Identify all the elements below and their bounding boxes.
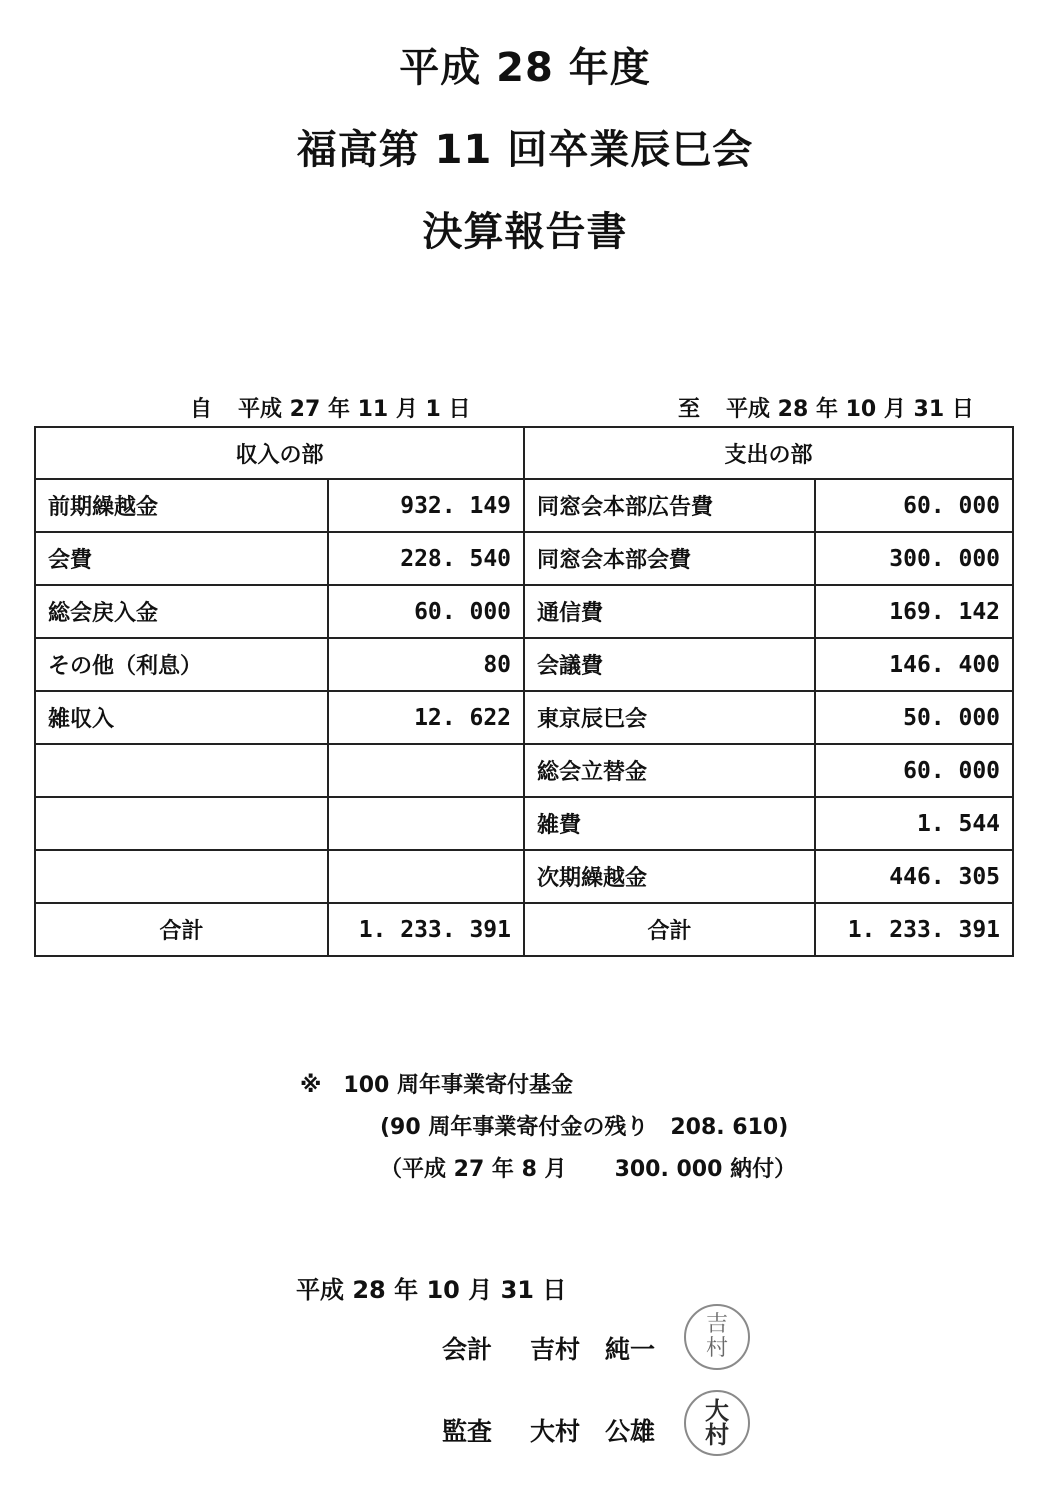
income-item: 雑収入 bbox=[35, 691, 328, 744]
income-amount: 12. 622 bbox=[328, 691, 524, 744]
payment-value: 300. 000 納付） bbox=[614, 1157, 797, 1182]
period-to bbox=[678, 392, 974, 423]
accountant-role: 会計 bbox=[442, 1335, 493, 1364]
settlement-table-body bbox=[35, 427, 1013, 956]
fund-note bbox=[300, 1068, 573, 1099]
settlement-table bbox=[34, 426, 1014, 957]
organization-title: 福高第 11 回卒業辰巳会 bbox=[296, 127, 754, 173]
reference-mark: ※ bbox=[300, 1073, 322, 1098]
accountant-signature bbox=[442, 1330, 681, 1366]
period-from-date: 平成 27 年 11 月 1 日 bbox=[238, 397, 471, 422]
expense-item: 東京辰巳会 bbox=[524, 691, 815, 744]
table-row bbox=[35, 479, 1013, 532]
expense-total-label: 合計 bbox=[524, 903, 815, 956]
expense-amount: 60. 000 bbox=[815, 744, 1013, 797]
signature-date: 平成 28 年 10 月 31 日 bbox=[296, 1276, 567, 1304]
income-item: 総会戻入金 bbox=[35, 585, 328, 638]
expense-item: 雑費 bbox=[524, 797, 815, 850]
table-row bbox=[35, 850, 1013, 903]
income-item bbox=[35, 744, 328, 797]
income-item: その他（利息） bbox=[35, 638, 328, 691]
period-to-date: 平成 28 年 10 月 31 日 bbox=[726, 397, 974, 422]
income-total-label: 合計 bbox=[35, 903, 328, 956]
expense-total: 1. 233. 391 bbox=[815, 903, 1013, 956]
report-title: 決算報告書 bbox=[422, 209, 628, 255]
payment-date: （平成 27 年 8 月 bbox=[380, 1157, 567, 1182]
table-row bbox=[35, 638, 1013, 691]
expense-item: 会議費 bbox=[524, 638, 815, 691]
auditor-seal-icon: 大 村 bbox=[684, 1390, 750, 1456]
income-item: 前期繰越金 bbox=[35, 479, 328, 532]
expense-amount: 60. 000 bbox=[815, 479, 1013, 532]
table-header-row bbox=[35, 427, 1013, 479]
expense-item: 総会立替金 bbox=[524, 744, 815, 797]
remainder-note bbox=[380, 1110, 788, 1141]
table-row bbox=[35, 691, 1013, 744]
accountant-seal-icon: 吉 村 bbox=[684, 1304, 750, 1370]
table-row bbox=[35, 797, 1013, 850]
expense-amount: 1. 544 bbox=[815, 797, 1013, 850]
expense-item: 次期繰越金 bbox=[524, 850, 815, 903]
expense-amount: 300. 000 bbox=[815, 532, 1013, 585]
expense-item: 同窓会本部会費 bbox=[524, 532, 815, 585]
income-amount: 932. 149 bbox=[328, 479, 524, 532]
expense-header: 支出の部 bbox=[524, 427, 1013, 479]
income-item bbox=[35, 850, 328, 903]
income-amount bbox=[328, 797, 524, 850]
expense-amount: 446. 305 bbox=[815, 850, 1013, 903]
accountant-name: 吉村 純一 bbox=[530, 1335, 656, 1364]
income-item: 会費 bbox=[35, 532, 328, 585]
expense-amount: 146. 400 bbox=[815, 638, 1013, 691]
auditor-name: 大村 公雄 bbox=[530, 1417, 656, 1446]
income-amount: 60. 000 bbox=[328, 585, 524, 638]
expense-item: 同窓会本部広告費 bbox=[524, 479, 815, 532]
income-amount: 228. 540 bbox=[328, 532, 524, 585]
income-item bbox=[35, 797, 328, 850]
fund-title: 100 周年事業寄付基金 bbox=[343, 1073, 573, 1098]
period-to-label: 至 bbox=[678, 397, 701, 422]
auditor-signature bbox=[442, 1412, 681, 1448]
payment-note bbox=[380, 1152, 796, 1183]
table-row bbox=[35, 532, 1013, 585]
income-amount: 80 bbox=[328, 638, 524, 691]
income-amount bbox=[328, 744, 524, 797]
income-header: 収入の部 bbox=[35, 427, 524, 479]
remainder-label: (90 周年事業寄付金の残り bbox=[380, 1115, 649, 1140]
table-row bbox=[35, 585, 1013, 638]
table-row bbox=[35, 744, 1013, 797]
expense-amount: 169. 142 bbox=[815, 585, 1013, 638]
remainder-value: 208. 610) bbox=[670, 1115, 789, 1140]
income-total: 1. 233. 391 bbox=[328, 903, 524, 956]
period-from-label: 自 bbox=[190, 397, 213, 422]
auditor-role: 監査 bbox=[442, 1417, 493, 1446]
report-year-title: 平成 28 年度 bbox=[399, 45, 651, 91]
expense-item: 通信費 bbox=[524, 585, 815, 638]
period-from bbox=[190, 392, 471, 423]
income-amount bbox=[328, 850, 524, 903]
expense-amount: 50. 000 bbox=[815, 691, 1013, 744]
total-row bbox=[35, 903, 1013, 956]
